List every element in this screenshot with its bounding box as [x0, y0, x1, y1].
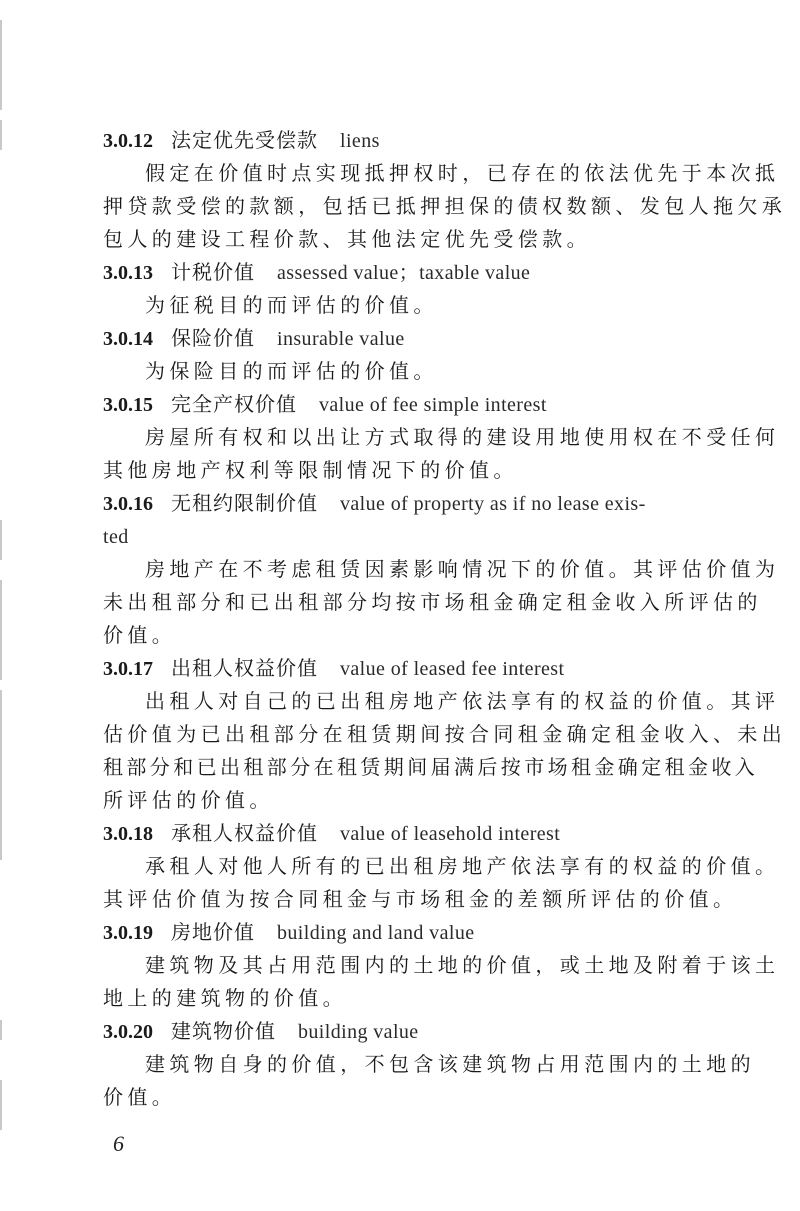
term-chinese: 无租约限制价值: [171, 491, 318, 515]
term-heading: [103, 322, 748, 355]
term-number: 3.0.15: [103, 394, 153, 416]
definition-line: 价值。: [103, 623, 177, 647]
term-number: 3.0.19: [103, 922, 153, 944]
definition-line: 所评估的价值。: [103, 788, 274, 812]
term-english: value of fee simple interest: [319, 394, 547, 416]
page-edge-shadow: [0, 120, 2, 150]
definition-line: 出租人对自己的已出租房地产依法享有的权益的价值。其评: [145, 689, 780, 713]
term-english: value of leasehold interest: [340, 823, 561, 845]
term-number: 3.0.20: [103, 1021, 153, 1043]
term-heading: [103, 487, 748, 520]
term-english: assessed value；taxable value: [277, 262, 531, 284]
term-chinese: 出租人权益价值: [171, 656, 318, 680]
definition-line: 为保险目的而评估的价值。: [145, 359, 438, 383]
definition-line: 房屋所有权和以出让方式取得的建设用地使用权在不受任何: [145, 425, 780, 449]
page-edge-shadow: [0, 1020, 2, 1040]
term-chinese: 房地价值: [171, 920, 255, 944]
term-heading: [103, 916, 748, 949]
page-edge-shadow: [0, 1080, 2, 1130]
definition-line: 租部分和已出租部分在租赁期间届满后按市场租金确定租金收入: [103, 755, 759, 779]
term-number: 3.0.17: [103, 658, 153, 680]
term-number: 3.0.14: [103, 328, 153, 350]
term-number: 3.0.16: [103, 493, 153, 515]
definition-line: 押贷款受偿的款额，包括已抵押担保的债权数额、发包人拖欠承: [103, 194, 787, 218]
definition-line: 建筑物及其占用范围内的土地的价值，或土地及附着于该土: [145, 953, 780, 977]
definition-line: 假定在价值时点实现抵押权时，已存在的依法优先于本次抵: [145, 161, 780, 185]
definition-line: 建筑物自身的价值，不包含该建筑物占用范围内的土地的: [145, 1052, 755, 1076]
term-heading: [103, 652, 748, 685]
document-page: [103, 124, 787, 1114]
definition-line: 其他房地产权利等限制情况下的价值。: [103, 458, 518, 482]
term-english: insurable value: [277, 328, 405, 350]
definition-line: 包人的建设工程价款、其他法定优先受偿款。: [103, 227, 591, 251]
definition-line: 未出租部分和已出租部分均按市场租金确定租金收入所评估的: [103, 590, 762, 614]
page-edge-shadow: [0, 580, 2, 680]
definition-line: 价值。: [103, 1085, 177, 1109]
term-english: building and land value: [277, 922, 475, 944]
term-number: 3.0.18: [103, 823, 153, 845]
term-number: 3.0.12: [103, 130, 153, 152]
definition-line: 地上的建筑物的价值。: [103, 986, 347, 1010]
definition-line: 承租人对他人所有的已出租房地产依法享有的权益的价值。: [145, 854, 780, 878]
term-english-continuation: ted: [103, 526, 129, 548]
term-chinese: 完全产权价值: [171, 392, 297, 416]
page-edge-shadow: [0, 520, 2, 560]
term-heading: [103, 124, 748, 157]
term-heading: [103, 1015, 748, 1048]
term-heading: [103, 817, 748, 850]
page-number: 6: [113, 1131, 124, 1156]
term-english: liens: [340, 130, 380, 152]
page-edge-shadow: [0, 690, 2, 860]
term-chinese: 承租人权益价值: [171, 821, 318, 845]
term-english: building value: [298, 1021, 419, 1043]
term-english: value of leased fee interest: [340, 658, 565, 680]
term-chinese: 法定优先受偿款: [171, 128, 318, 152]
term-chinese: 建筑物价值: [171, 1019, 276, 1043]
term-english-continued: [103, 520, 748, 553]
term-number: 3.0.13: [103, 262, 153, 284]
term-heading: [103, 388, 748, 421]
term-heading: [103, 256, 748, 289]
term-english: value of property as if no lease exis-: [340, 493, 646, 515]
definition-line: 房地产在不考虑租赁因素影响情况下的价值。其评估价值为: [145, 557, 780, 581]
definition-line: 估价值为已出租部分在租赁期间按合同租金确定租金收入、未出: [103, 722, 787, 746]
definition-line: 其评估价值为按合同租金与市场租金的差额所评估的价值。: [103, 887, 738, 911]
page-edge-shadow: [0, 20, 2, 110]
definition-line: 为征税目的而评估的价值。: [145, 293, 438, 317]
term-chinese: 保险价值: [171, 326, 255, 350]
term-chinese: 计税价值: [171, 260, 255, 284]
